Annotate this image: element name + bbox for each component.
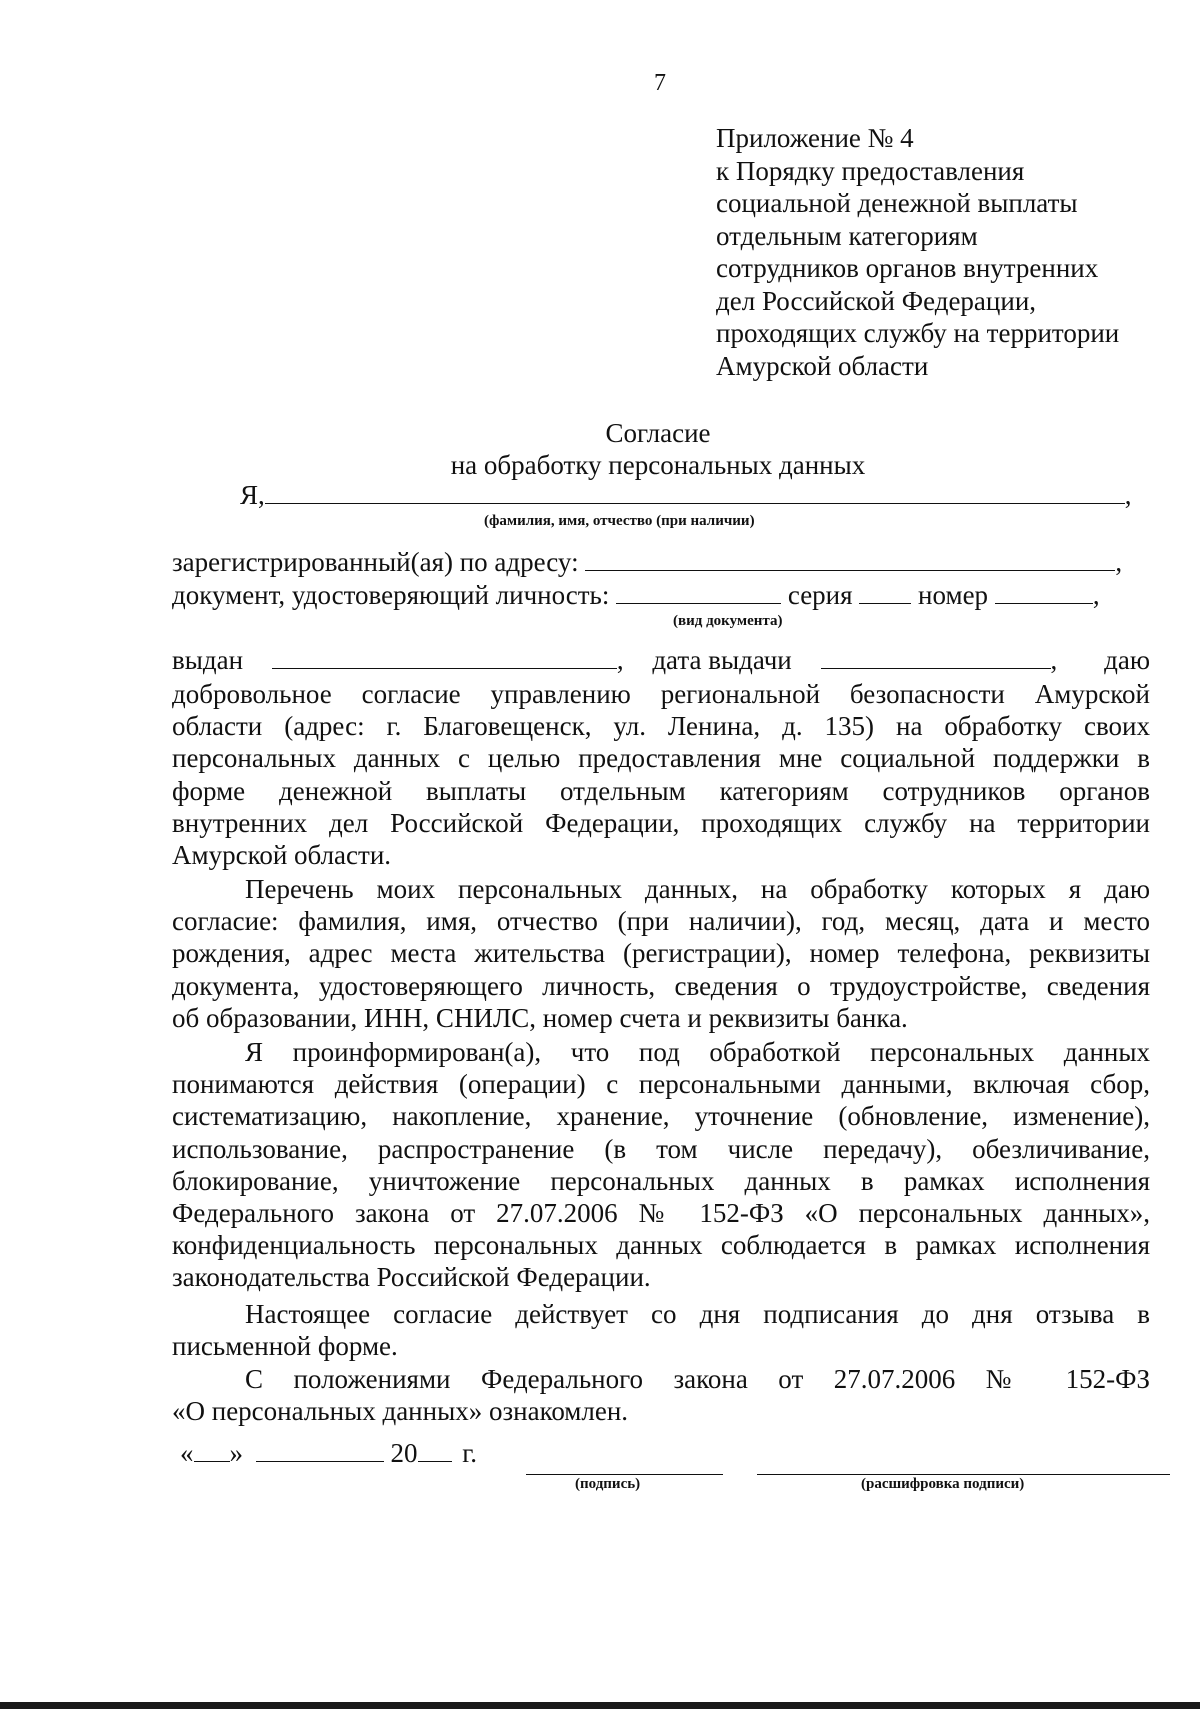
series-field[interactable] xyxy=(859,581,911,604)
text-line: документа, удостоверяющего личность, сведения о трудоустройстве, сведения xyxy=(172,970,1150,1001)
month-field[interactable] xyxy=(256,1439,384,1462)
signature-caption: (подпись) xyxy=(575,1476,641,1492)
open-quote: « xyxy=(180,1438,194,1468)
number-field[interactable] xyxy=(995,581,1093,604)
text-line: форме денежной выплаты отдельным категориям сотрудников органов xyxy=(172,775,1150,806)
comma: , xyxy=(1124,480,1132,510)
text-line: Я проинформирован(а), что под обработкой персональных данных xyxy=(245,1037,1150,1067)
text-line: С положениями Федерального закона от 27.07.2006 № 152-ФЗ xyxy=(245,1364,1150,1394)
issued-label: выдан xyxy=(172,645,244,675)
paragraph-acknowledgement xyxy=(172,1363,1150,1427)
annex-line: сотрудников органов внутренних xyxy=(716,253,1099,283)
year-suffix: г. xyxy=(462,1438,478,1468)
series-label: серия xyxy=(787,580,853,610)
document-title: Согласие xyxy=(605,418,711,448)
text-line: внутренних дел Российской Федерации, проходящих службу на территории xyxy=(172,807,1150,838)
document-row xyxy=(172,580,1100,611)
document-type-field[interactable] xyxy=(616,581,781,604)
annex-line: социальной денежной выплаты xyxy=(716,188,1078,218)
text-line: персональных данных с целью предоставления мне социальной поддержки в xyxy=(172,743,1150,774)
document-label: документ, удостоверяющий личность: xyxy=(172,580,610,610)
comma: , xyxy=(616,645,624,675)
issue-date-label: дата выдачи xyxy=(652,645,792,675)
fio-row xyxy=(240,480,1132,511)
comma: , xyxy=(1115,547,1123,577)
signature-field[interactable] xyxy=(526,1452,723,1475)
text-line: об образовании, ИНН, СНИЛС, номер счета и реквизиты банка. xyxy=(172,1002,908,1033)
text-line: блокирование, уничтожение персональных данных в рамках исполнения xyxy=(172,1165,1150,1196)
signature-row xyxy=(180,1438,477,1469)
annex-line: отдельным категориям xyxy=(716,220,978,251)
address-row xyxy=(172,547,1122,578)
number-label: номер xyxy=(918,580,989,610)
text-line: конфиденциальность персональных данных соблюдается в рамках исполнения xyxy=(172,1230,1150,1261)
fio-caption: (фамилия, имя, отчество (при наличии) xyxy=(484,513,755,529)
registered-label: зарегистрированный(ая) по адресу: xyxy=(172,547,579,577)
text-line: Перечень моих персональных данных, на обработку которых я даю xyxy=(245,874,1150,904)
text-line: согласие: фамилия, имя, отчество (при наличии), год, месяц, дата и место xyxy=(172,906,1150,937)
text-line: «О персональных данных» ознакомлен. xyxy=(172,1396,629,1427)
text-line: использование, распространение (в том числе передачу), обезличивание, xyxy=(172,1133,1150,1164)
text-line: добровольное согласие управлению региональной безопасности Амурской xyxy=(172,679,1150,709)
text-line: Федерального закона от 27.07.2006 № 152-ФЗ «О персональных данных», xyxy=(172,1197,1150,1228)
i-label: Я, xyxy=(240,480,265,510)
text-line: понимаются действия (операции) с персональными данными, включая сбор, xyxy=(172,1069,1150,1100)
issued-row xyxy=(172,645,1150,676)
comma: , xyxy=(1092,580,1100,610)
fio-field[interactable] xyxy=(265,481,1125,504)
document-subtitle: на обработку персональных данных xyxy=(450,450,866,480)
annex-line: дел Российской Федерации, xyxy=(716,285,1037,316)
year-field[interactable] xyxy=(418,1439,452,1462)
paragraph-consent xyxy=(172,678,1150,871)
paragraph-data-list xyxy=(172,873,1150,1034)
text-line: рождения, адрес места жительства (регистрации), номер телефона, реквизиты xyxy=(172,938,1150,969)
signature-decoding-field[interactable] xyxy=(757,1452,1170,1475)
annex-line: к Порядку предоставления xyxy=(716,155,1025,186)
text-line: области (адрес: г. Благовещенск, ул. Ленина, д. 135) на обработку своих xyxy=(172,711,1150,742)
text-line: законодательства Российской Федерации. xyxy=(172,1262,651,1293)
annex-line: Амурской области xyxy=(716,350,929,381)
close-quote: » xyxy=(229,1438,243,1468)
year-prefix: 20 xyxy=(390,1438,418,1468)
issued-by-field[interactable] xyxy=(272,646,617,669)
text-line: Амурской области. xyxy=(172,839,392,870)
text-line: письменной форме. xyxy=(172,1331,398,1362)
text-line: Настоящее согласие действует со дня подписания до дня отзыва в xyxy=(245,1299,1150,1329)
paragraph-processing xyxy=(172,1036,1150,1294)
address-field[interactable] xyxy=(585,548,1115,571)
annex-line: Приложение № 4 xyxy=(716,123,914,153)
i-give-label: даю xyxy=(1104,645,1150,675)
decoding-caption: (расшифровка подписи) xyxy=(861,1476,1025,1492)
comma: , xyxy=(1050,645,1058,675)
page-number: 7 xyxy=(654,70,666,96)
issue-date-field[interactable] xyxy=(821,646,1051,669)
doc-type-caption: (вид документа) xyxy=(673,613,783,629)
day-field[interactable] xyxy=(194,1439,230,1462)
text-line: систематизацию, накопление, хранение, уточнение (обновление, изменение), xyxy=(172,1101,1150,1132)
paragraph-validity xyxy=(172,1298,1150,1362)
annex-block xyxy=(716,122,1119,382)
annex-line: проходящих службу на территории xyxy=(716,318,1120,348)
scan-edge xyxy=(0,1702,1200,1709)
